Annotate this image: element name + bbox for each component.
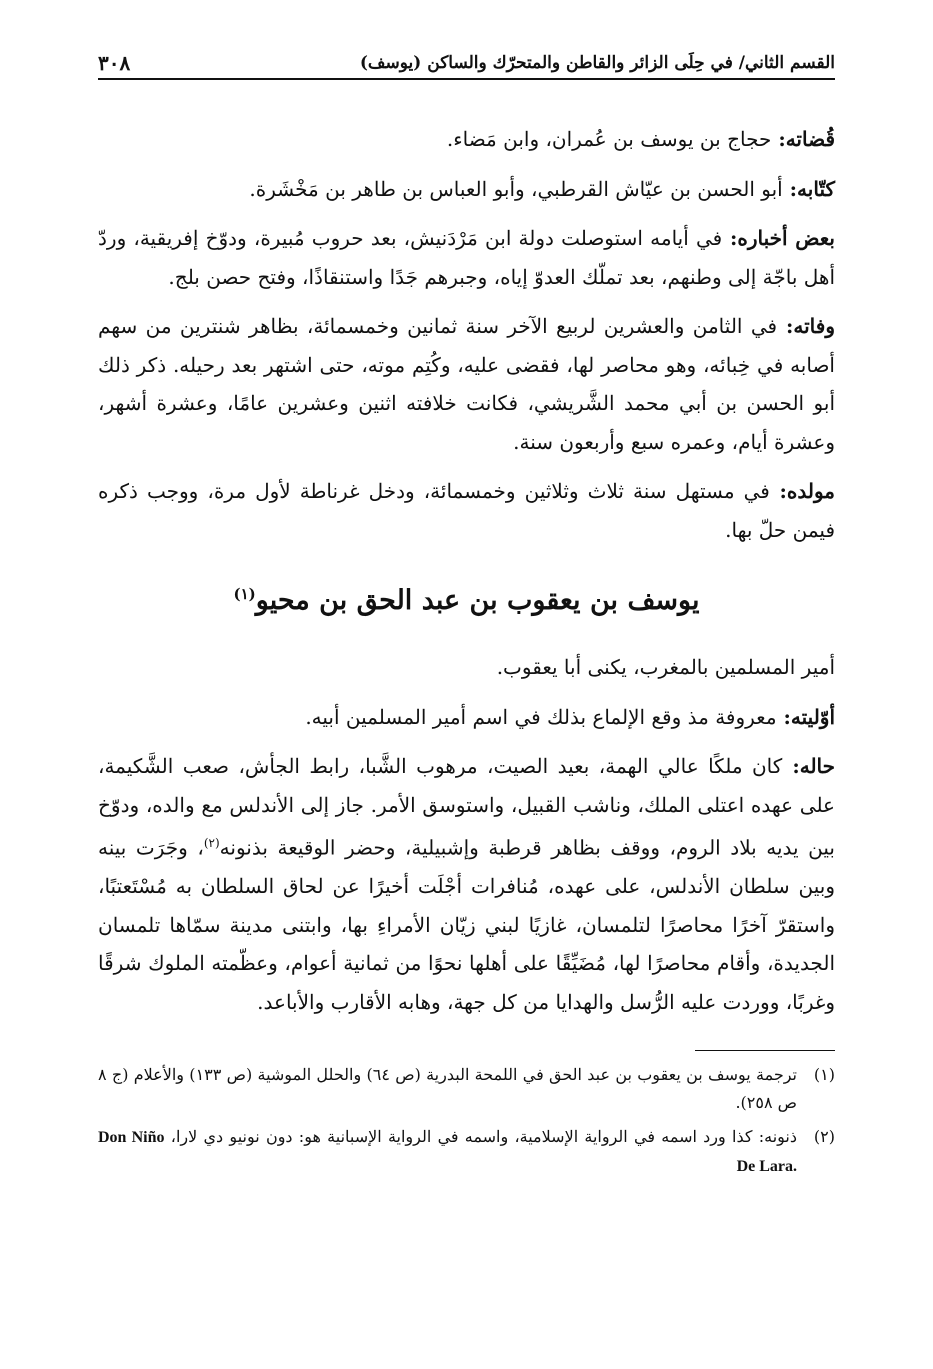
entry-origins [98,698,835,737]
entry-text: في أيامه استوصلت دولة ابن مَرْدَنيش، بعد حروب مُبيرة، ودوّخ إفريقية، وردّ أهل باجّة إلى وطنهم، بعد تملّك العدوّ إياه، وجبرهم جَدًا واستنقاذًا، وفتح حصن بلج. [98,226,835,289]
running-header [98,52,835,80]
entry-text-continued: ، وجَرَت بينه وبين سلطان الأندلس، على عهده، مُنافرات أجْلَت أخيرًا عن لحاق السلطان به مُسْتَعتبًا، واستقرّ آخرًا محاصرًا لتلمسان، غازيًا لبني زيّان الأمراءِ بها، وابتنى مدينة سمّاها تلمسان الجديدة، وأقام محاصرًا لها، مُضَيِّقًا على أهلها نحوًا من ثمانية أعوام، وعظّمته الملوك شرقًا وغربًا، ووردت عليه الرُّسل والهدايا من كل جهة، وهابه الأقارب والأباعد. [98,835,835,1014]
footnote-mark: (١) [813,1065,835,1085]
entry-judges [98,120,835,159]
entry-text: في الثامن والعشرين لربيع الآخر سنة ثمانين وخمسمائة، بظاهر شنترين من سهم أصابه في خِبائه، وهو محاصر لها، فقضى عليه، وكُتِم موته، حتى اشتهر بعد رحيله. ذكر ذلك أبو الحسن بن أبي محمد الشَّريشي، فكانت خلافته اثنين وعشرين عامًا، وعشرة أشهر، وعشرة أيام، وعمره سبع وأربعون سنة. [98,314,835,454]
footnote-separator [695,1050,835,1051]
entry-birth [98,472,835,549]
entry-label: بعض أخباره: [729,226,835,250]
section-heading [98,574,835,621]
entry-text: كان ملكًا عالي الهمة، بعيد الصيت، مرهوب الشَّبا، رابط الجأش، صعب الشَّكيمة، على عهده اعتلى الملك، وناشب القبيل، واستوسق الأمر. جاز إلى الأندلس مع والده، ودوّخ بين يديه بلاد الروم، ووقف بظاهر قرطبة وإشبيلية، وحضر الوقيعة بذنونه [98,754,835,860]
entry-label: وفاته: [786,314,835,338]
section-intro: أمير المسلمين بالمغرب، يكنى أبا يعقوب. [496,655,835,679]
footnote-mark: (٢) [813,1127,835,1147]
footnote-text-wrap [98,1123,797,1181]
entry-condition [98,747,835,1021]
entry-death [98,307,835,461]
entry-text: أبو الحسن بن عيّاش القرطبي، وأبو العباس بن طاهر بن مَخْشَرة. [249,176,783,201]
entry-label: حاله: [792,754,835,778]
entry-label: كتّابه: [789,176,835,201]
entry-label: مولده: [779,479,835,503]
footnote-text: ترجمة يوسف بن يعقوب بن عبد الحق في اللمحة البدرية (ص ٦٤) والحلل الموشية (ص ١٣٣) والأعلام (ج ٨ ص ٢٥٨). [98,1065,798,1113]
header-title: القسم الثاني/ في حِلَى الزائر والقاطن والمتحرّك والساكن (يوسف) [359,53,835,73]
footnote-ref[interactable]: (٢) [203,836,220,850]
footnote-ref[interactable]: (١) [233,585,256,603]
footnote-separator-wrap [98,1032,835,1061]
section-title-text: يوسف بن يعقوب بن عبد الحق بن محيو [255,585,700,616]
entry-text: معروفة مذ وقع الإلماع بذلك في اسم أمير المسلمين أبيه. [305,704,777,729]
entry-scribes [98,170,835,209]
footnote-2 [98,1123,835,1181]
footnote-latin-name: Don Niño De Lara. [98,1129,797,1176]
entry-text: في مستهل سنة ثلاث وثلاثين وخمسمائة، ودخل غرناطة لأول مرة، ووجب ذكره فيمن حلّ بها. [98,479,835,542]
entry-news [98,219,835,296]
entry-label: أوّليته: [783,704,835,729]
page-number: ٣٠٨ [98,51,131,75]
footnote-1 [98,1061,835,1117]
footnote-text: ذنونه: كذا ورد اسمه في الرواية الإسلامية، واسمه في الرواية الإسبانية هو: دون نونيو دي لارا، [170,1127,797,1147]
entry-label: قُضاته: [778,127,835,151]
entry-text: حجاج بن يوسف بن عُمران، وابن مَضاء. [446,127,772,151]
